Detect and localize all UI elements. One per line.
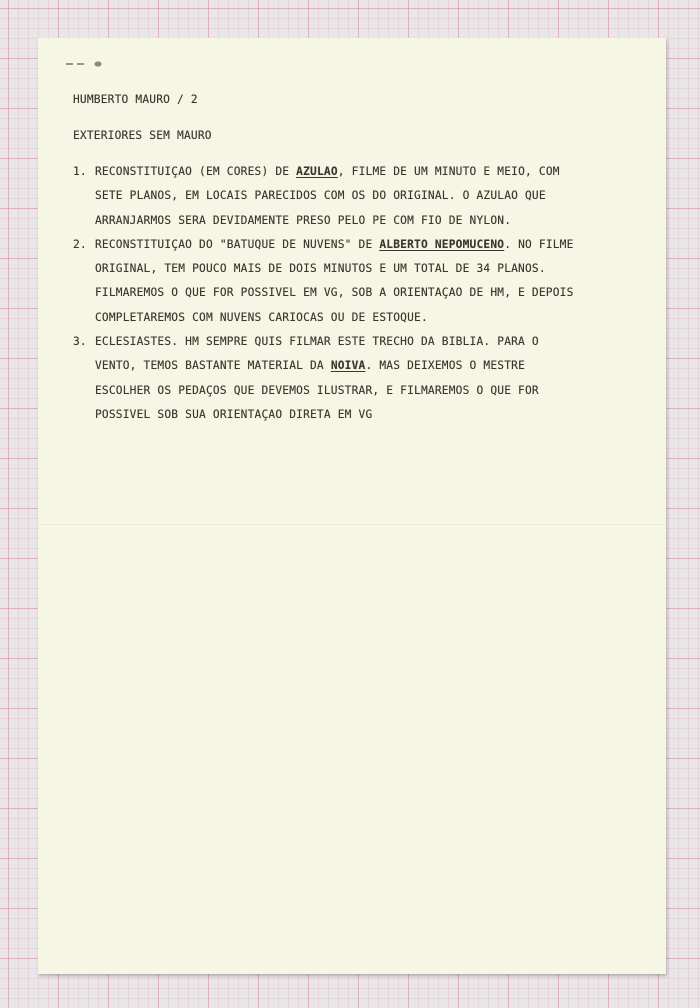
text-line: POSSIVEL SOB SUA ORIENTAÇAO DIRETA EM VG bbox=[95, 407, 373, 421]
paper-fold-line bbox=[38, 524, 666, 526]
typed-sheet bbox=[38, 38, 666, 974]
list-item-1 bbox=[73, 160, 643, 233]
underlined-title: AZULAO bbox=[296, 165, 338, 178]
item-body bbox=[95, 160, 643, 233]
item-number: 1. bbox=[73, 165, 87, 178]
list-item-3 bbox=[73, 330, 643, 427]
text-line: SETE PLANOS, EM LOCAIS PARECIDOS COM OS DO ORIGINAL. O AZULAO QUE bbox=[95, 189, 546, 203]
list-item-2 bbox=[73, 233, 643, 330]
text-line: RECONSTITUIÇAO (EM CORES) DE AZULAO, FILME DE UM MINUTO E MEIO, COM bbox=[95, 165, 560, 178]
underlined-title: NOIVA bbox=[330, 359, 366, 373]
underlined-name: ALBERTO NEPOMUCENO bbox=[379, 237, 505, 251]
text-line: VENTO, TEMOS BASTANTE MATERIAL DA NOIVA. MAS DEIXEMOS O MESTRE bbox=[95, 359, 526, 373]
text-line: COMPLETAREMOS COM NUVENS CARIOCAS OU DE ESTOQUE. bbox=[95, 310, 428, 324]
item-number: 3. bbox=[73, 335, 87, 349]
page-header: HUMBERTO MAURO / 2 bbox=[73, 93, 198, 106]
text-line: ARRANJARMOS SERA DEVIDAMENTE PRESO PELO PE COM FIO DE NYLON. bbox=[95, 213, 512, 227]
text-line: ECLESIASTES. HM SEMPRE QUIS FILMAR ESTE TRECHO DA BIBLIA. PARA O bbox=[95, 335, 539, 349]
item-body bbox=[95, 233, 643, 330]
text-line: FILMAREMOS O QUE FOR POSSIVEL EM VG, SOB A ORIENTAÇAO DE HM, E DEPOIS bbox=[95, 286, 574, 300]
text-line: RECONSTITUIÇAO DO "BATUQUE DE NUVENS" DE ALBERTO NEPOMUCENO. NO FILME bbox=[95, 237, 574, 251]
typewritten-text bbox=[73, 93, 643, 427]
section-title: EXTERIORES SEM MAURO bbox=[73, 129, 212, 142]
item-body bbox=[95, 330, 643, 427]
staple-mark-icon bbox=[64, 60, 104, 68]
item-number: 2. bbox=[73, 237, 87, 251]
text-line: ORIGINAL, TEM POUCO MAIS DE DOIS MINUTOS E UM TOTAL DE 34 PLANOS. bbox=[95, 262, 546, 276]
text-line: ESCOLHER OS PEDAÇOS QUE DEVEMOS ILUSTRAR, E FILMAREMOS O QUE FOR bbox=[95, 383, 539, 397]
